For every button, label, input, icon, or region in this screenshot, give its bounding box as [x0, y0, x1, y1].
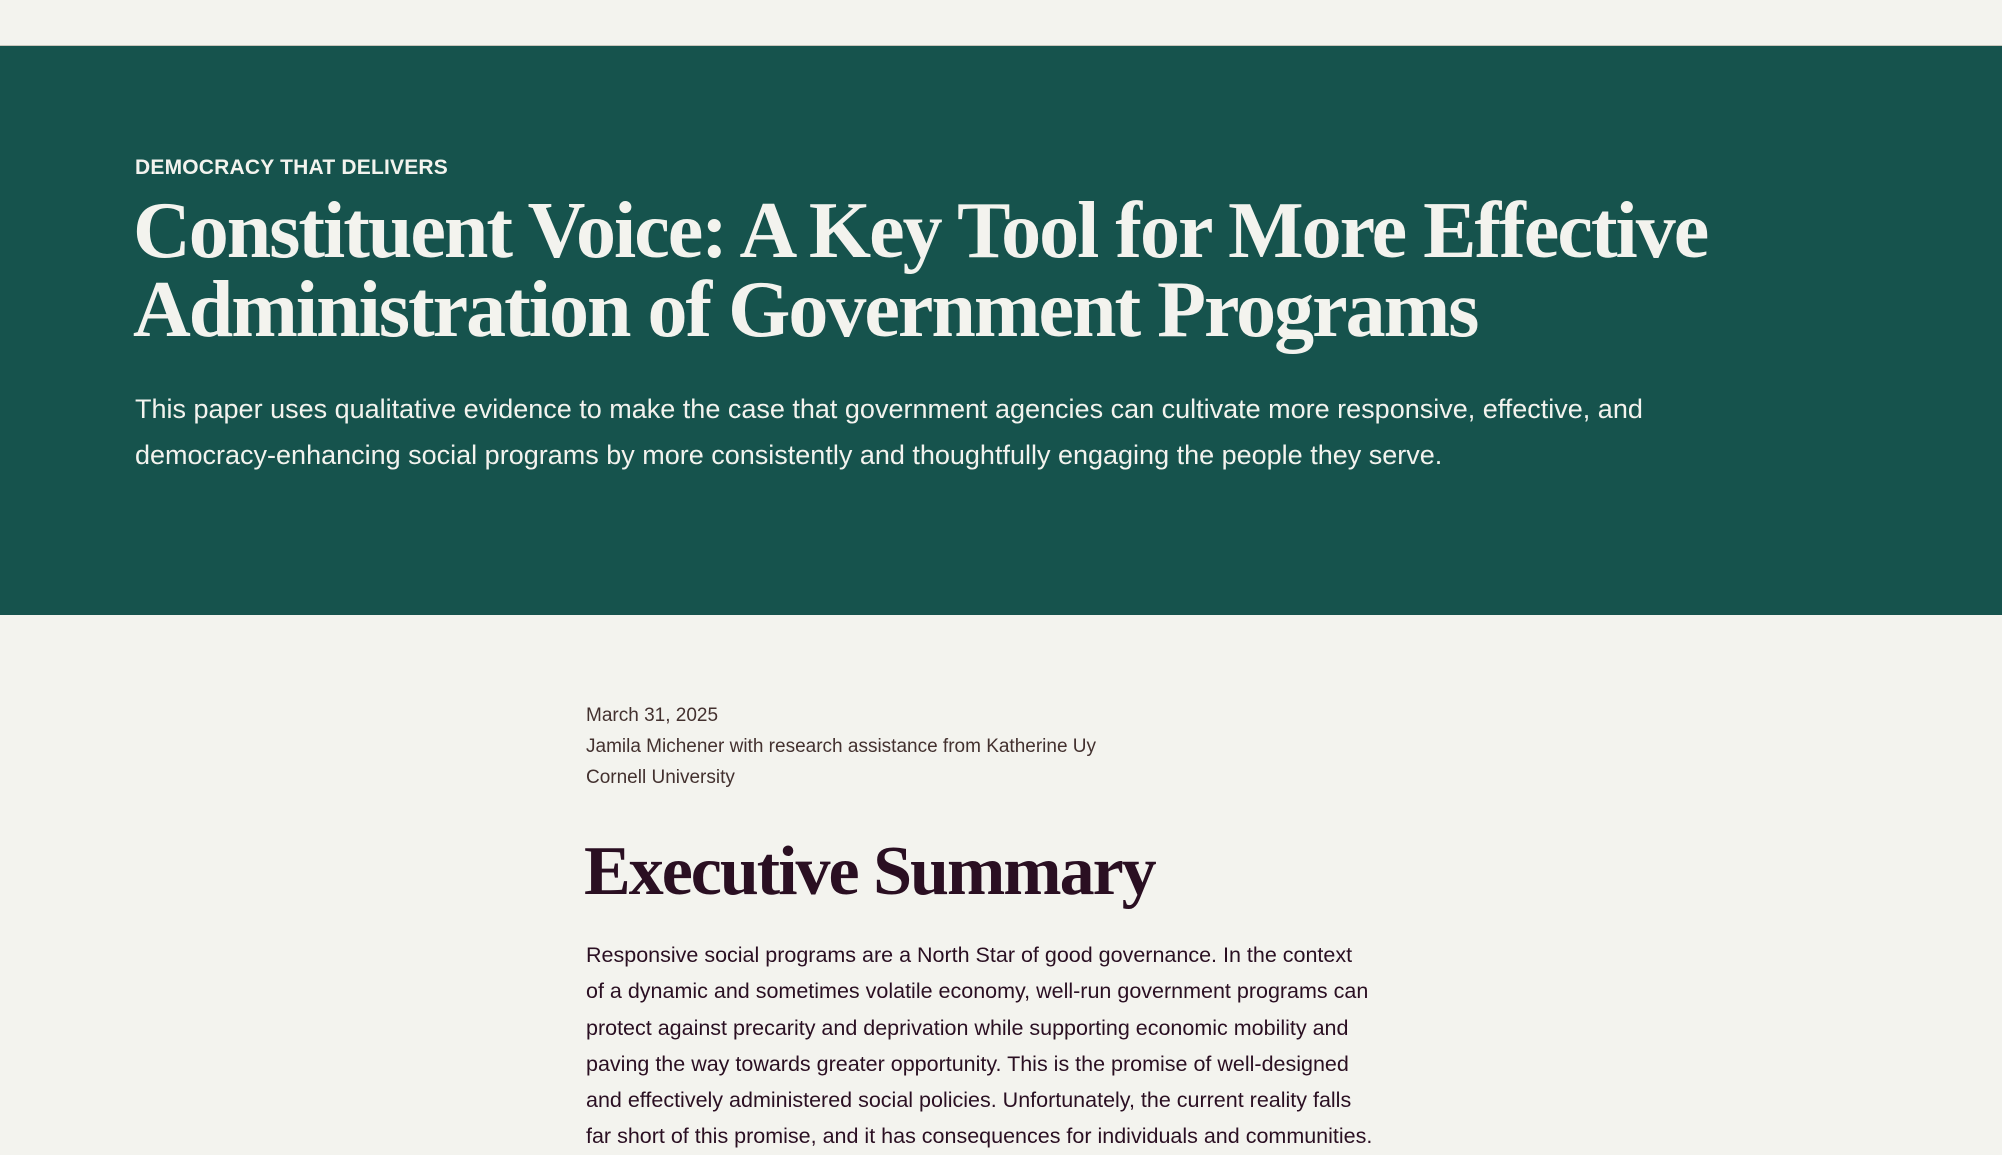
author-line: Jamila Michener with research assistance from Katherine Uy: [586, 736, 1097, 757]
executive-summary-paragraph: [586, 937, 1426, 1155]
paragraph-line: far short of this promise, and it has consequences for individuals and communities.: [586, 1124, 1373, 1149]
paragraph-line: and effectively administered social policies. Unfortunately, the current reality falls: [586, 1088, 1352, 1113]
affiliation: Cornell University: [586, 767, 735, 788]
paragraph-line: paving the way towards greater opportunity. This is the promise of well-designed: [586, 1051, 1349, 1076]
publish-date: March 31, 2025: [586, 705, 719, 726]
title-line: Constituent Voice: A Key Tool for More Effective: [133, 187, 1708, 275]
paragraph-line: of a dynamic and sometimes volatile economy, well-run government programs can: [586, 979, 1369, 1004]
hero-banner: [0, 46, 2002, 615]
paragraph-line: protect against precarity and deprivation while supporting economic mobility and: [586, 1015, 1349, 1040]
top-bar: [0, 0, 2002, 46]
title-line: Administration of Government Programs: [133, 266, 1478, 354]
series-label[interactable]: DEMOCRACY THAT DELIVERS: [135, 156, 449, 179]
article-meta: [586, 700, 1096, 793]
subtitle-line: democracy-enhancing social programs by more consistently and thoughtfully engaging the people they serve.: [135, 440, 1443, 470]
section-heading-executive-summary: Executive Summary: [584, 833, 1155, 910]
page-title: [133, 187, 1933, 354]
subtitle-line: This paper uses qualitative evidence to make the case that government agencies can cultivate more responsive, effective, and: [135, 394, 1643, 424]
paragraph-line: Responsive social programs are a North Star of good governance. In the context: [586, 943, 1353, 967]
page-subtitle: [135, 386, 1855, 478]
